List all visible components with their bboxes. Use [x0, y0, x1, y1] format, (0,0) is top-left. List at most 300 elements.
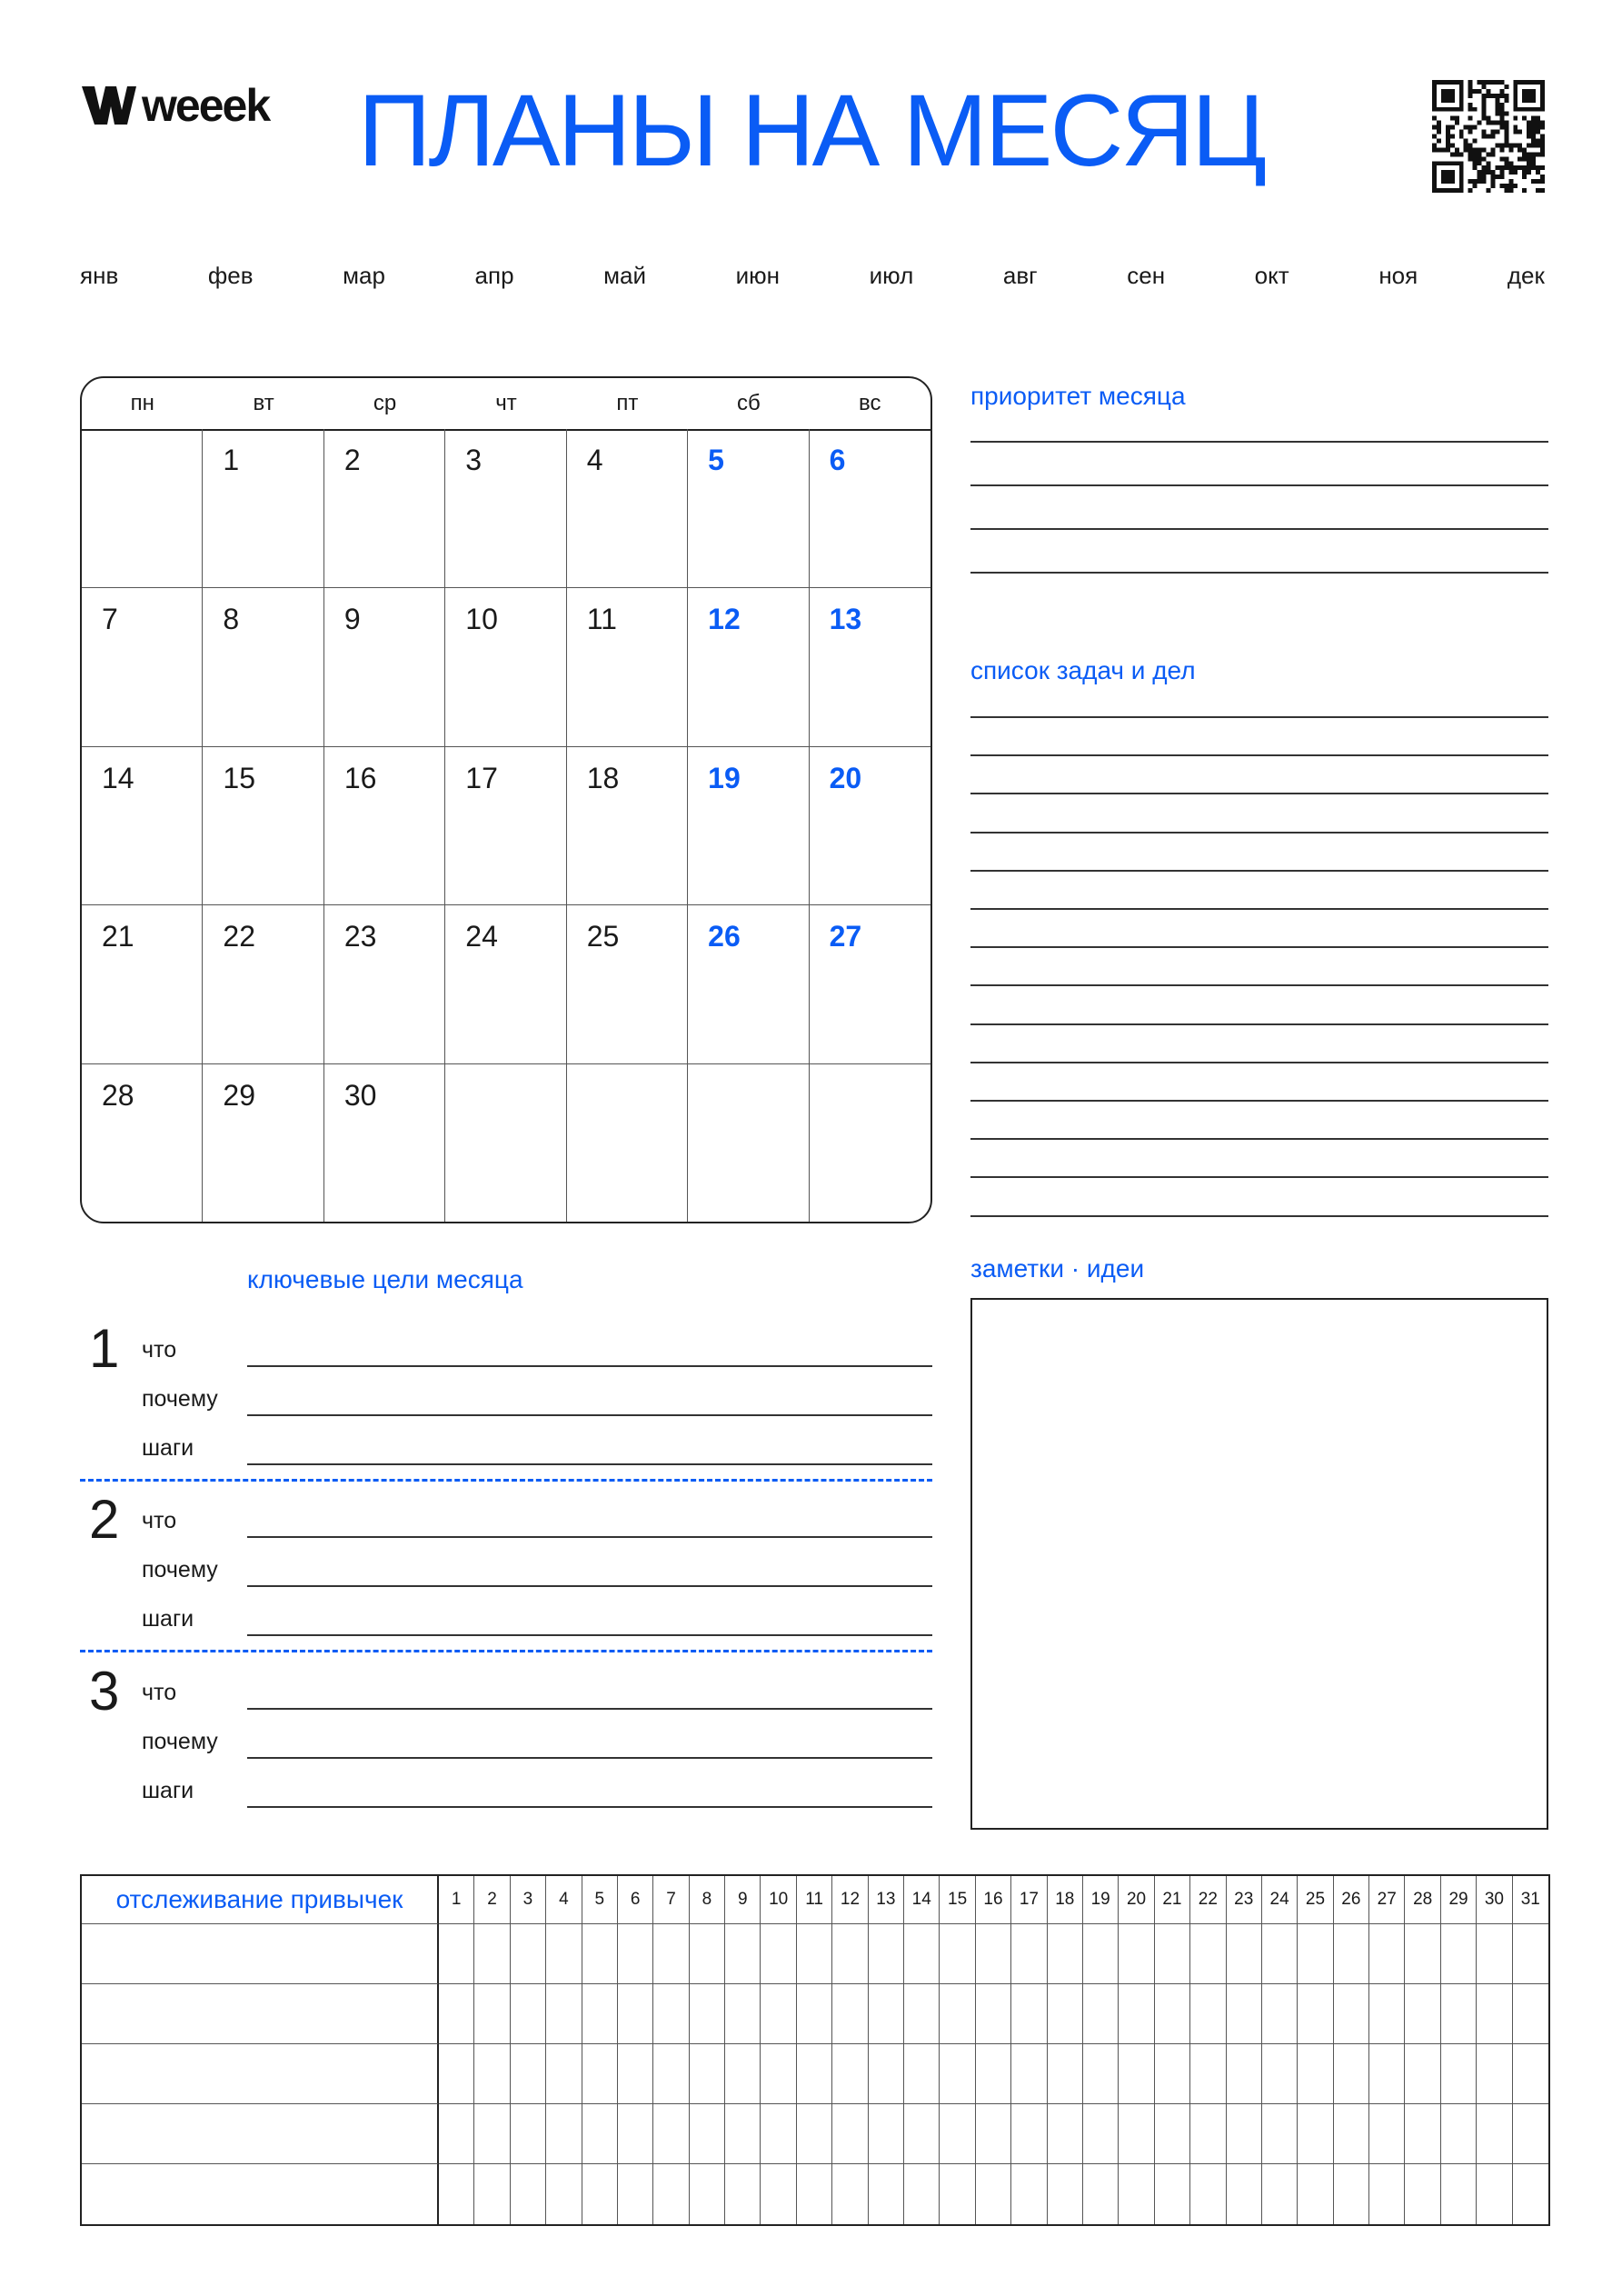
habit-day-header: 29 [1441, 1876, 1477, 1924]
brand-name: weeek [142, 80, 270, 131]
habit-check-cell[interactable] [725, 2044, 761, 2104]
habit-check-cell[interactable] [439, 2044, 474, 2104]
habit-day-header: 21 [1155, 1876, 1190, 1924]
habit-check-cell[interactable] [1334, 1984, 1369, 2044]
qr-code-icon [1432, 80, 1545, 193]
goal-field-label: шаги [142, 1606, 194, 1632]
habit-check-cell[interactable] [582, 1924, 618, 1984]
calendar-day[interactable]: 10 [445, 588, 566, 747]
task-line[interactable] [970, 754, 1548, 756]
calendar-day[interactable]: 2 [324, 429, 445, 588]
calendar-day[interactable]: 8 [203, 588, 323, 747]
habit-day-header: 2 [474, 1876, 510, 1924]
habit-check-cell[interactable] [1441, 1924, 1477, 1984]
habit-check-cell[interactable] [1334, 1924, 1369, 1984]
habit-check-cell[interactable] [474, 1924, 510, 1984]
habit-check-cell[interactable] [976, 2164, 1011, 2224]
habit-day-header: 12 [832, 1876, 868, 1924]
habit-check-cell[interactable] [690, 2164, 725, 2224]
habit-day-header: 13 [869, 1876, 904, 1924]
task-line[interactable] [970, 984, 1548, 986]
goal-field-label: почему [142, 1557, 218, 1582]
habit-check-cell[interactable] [546, 2104, 582, 2164]
calendar-day[interactable]: 4 [567, 429, 688, 588]
habit-check-cell[interactable] [940, 1924, 975, 1984]
calendar-day[interactable]: 24 [445, 905, 566, 1064]
habits-title: отслеживание привычек [82, 1876, 439, 1924]
task-line[interactable] [970, 1138, 1548, 1140]
weekday-header [82, 378, 930, 431]
habit-day-header: 20 [1119, 1876, 1154, 1924]
goal-field-label: шаги [142, 1778, 194, 1803]
goal-field-label: почему [142, 1386, 218, 1412]
habit-name-cell[interactable] [82, 2104, 439, 2164]
habit-check-cell[interactable] [1227, 2104, 1262, 2164]
calendar-day[interactable]: 21 [82, 905, 203, 1064]
habit-check-cell[interactable] [1083, 1984, 1119, 2044]
task-line[interactable] [970, 1176, 1548, 1178]
habit-day-header: 16 [976, 1876, 1011, 1924]
habit-check-cell[interactable] [761, 2104, 796, 2164]
goal-field-label: что [142, 1337, 177, 1363]
habit-check-cell[interactable] [653, 2104, 689, 2164]
habit-check-cell[interactable] [1011, 1924, 1047, 1984]
habit-check-cell[interactable] [546, 1984, 582, 2044]
calendar-day[interactable]: 30 [324, 1064, 445, 1223]
habit-day-header: 23 [1227, 1876, 1262, 1924]
weekday-label: пн [130, 391, 154, 415]
month-item[interactable]: июл [869, 262, 914, 289]
habit-check-cell[interactable] [797, 1984, 832, 2044]
habit-check-cell[interactable] [1190, 2164, 1226, 2224]
habit-check-cell[interactable] [1334, 2044, 1369, 2104]
calendar-day[interactable] [445, 1064, 566, 1223]
habit-check-cell[interactable] [1513, 1984, 1548, 2044]
habit-check-cell[interactable] [1011, 2164, 1047, 2224]
habit-day-header: 24 [1262, 1876, 1298, 1924]
habit-check-cell[interactable] [1262, 1984, 1298, 2044]
month-item[interactable]: авг [1002, 262, 1038, 289]
habit-check-cell[interactable] [976, 1924, 1011, 1984]
habit-check-cell[interactable] [869, 2164, 904, 2224]
habit-check-cell[interactable] [653, 2044, 689, 2104]
habit-check-cell[interactable] [1513, 1924, 1548, 1984]
habit-check-cell[interactable] [1048, 1924, 1083, 1984]
task-line[interactable] [970, 1062, 1548, 1063]
habit-check-cell[interactable] [725, 1924, 761, 1984]
calendar-day[interactable]: 20 [810, 747, 930, 906]
weekday-label: вс [859, 391, 881, 415]
task-line[interactable] [970, 1100, 1548, 1102]
habit-name-cell[interactable] [82, 1924, 439, 1984]
calendar-day[interactable] [82, 429, 203, 588]
habit-check-cell[interactable] [869, 1984, 904, 2044]
goal-field-line[interactable] [247, 1708, 932, 1710]
habit-day-header: 28 [1405, 1876, 1440, 1924]
habit-check-cell[interactable] [690, 1984, 725, 2044]
habit-check-cell[interactable] [618, 1924, 653, 1984]
habit-check-cell[interactable] [1048, 2104, 1083, 2164]
habit-check-cell[interactable] [1155, 2044, 1190, 2104]
habit-check-cell[interactable] [940, 2164, 975, 2224]
habit-check-cell[interactable] [1477, 2164, 1512, 2224]
goal-field-label: шаги [142, 1435, 194, 1461]
habit-check-cell[interactable] [1083, 2164, 1119, 2224]
habit-check-cell[interactable] [1513, 2104, 1548, 2164]
calendar-day[interactable]: 3 [445, 429, 566, 588]
habit-check-cell[interactable] [940, 1984, 975, 2044]
notes-area[interactable] [970, 1298, 1548, 1830]
habit-check-cell[interactable] [1155, 1984, 1190, 2044]
weekday-label: сб [736, 391, 761, 415]
habit-check-cell[interactable] [1477, 1984, 1512, 2044]
weekday-label: пт [616, 391, 639, 415]
habit-check-cell[interactable] [761, 1924, 796, 1984]
goal-divider [80, 1650, 932, 1652]
goal-number: 3 [89, 1661, 120, 1722]
habit-check-cell[interactable] [1262, 2044, 1298, 2104]
habit-check-cell[interactable] [439, 2104, 474, 2164]
habit-check-cell[interactable] [1155, 2104, 1190, 2164]
habit-check-cell[interactable] [690, 2104, 725, 2164]
month-item[interactable]: янв [80, 262, 119, 289]
goal-field-label: почему [142, 1729, 218, 1754]
habit-check-cell[interactable] [869, 2104, 904, 2164]
habit-check-cell[interactable] [725, 1984, 761, 2044]
habit-check-cell[interactable] [1190, 2104, 1226, 2164]
habit-check-cell[interactable] [1155, 2164, 1190, 2224]
habit-check-cell[interactable] [582, 2044, 618, 2104]
habit-day-header: 31 [1513, 1876, 1548, 1924]
habit-day-header: 19 [1083, 1876, 1119, 1924]
habit-check-cell[interactable] [546, 2044, 582, 2104]
habit-check-cell[interactable] [1441, 1984, 1477, 2044]
goal-field-line[interactable] [247, 1365, 932, 1367]
habit-check-cell[interactable] [1048, 2164, 1083, 2224]
habit-check-cell[interactable] [618, 2104, 653, 2164]
calendar-day[interactable]: 25 [567, 905, 688, 1064]
task-line[interactable] [970, 946, 1548, 948]
month-item[interactable]: сен [1127, 262, 1166, 289]
habit-check-cell[interactable] [1119, 2044, 1154, 2104]
habit-day-header: 3 [511, 1876, 546, 1924]
weekday-label: вт [253, 391, 274, 415]
habit-check-cell[interactable] [1227, 1924, 1262, 1984]
habit-check-cell[interactable] [546, 2164, 582, 2224]
habit-check-cell[interactable] [797, 2044, 832, 2104]
task-line[interactable] [970, 1215, 1548, 1217]
habit-check-cell[interactable] [1190, 1984, 1226, 2044]
calendar-day[interactable]: 26 [688, 905, 809, 1064]
habit-day-header: 4 [546, 1876, 582, 1924]
habit-check-cell[interactable] [1190, 1924, 1226, 1984]
habit-check-cell[interactable] [1334, 2164, 1369, 2224]
habit-check-cell[interactable] [1441, 2104, 1477, 2164]
habit-check-cell[interactable] [474, 1984, 510, 2044]
habit-day-header: 8 [690, 1876, 725, 1924]
habit-check-cell[interactable] [582, 2164, 618, 2224]
habit-check-cell[interactable] [1119, 2164, 1154, 2224]
calendar-day[interactable]: 23 [324, 905, 445, 1064]
habit-check-cell[interactable] [1119, 1984, 1154, 2044]
habit-check-cell[interactable] [1405, 2044, 1440, 2104]
habit-check-cell[interactable] [1369, 1924, 1405, 1984]
habit-check-cell[interactable] [1262, 2104, 1298, 2164]
habit-check-cell[interactable] [1083, 2044, 1119, 2104]
habit-check-cell[interactable] [1513, 2044, 1548, 2104]
goals-label: ключевые цели месяца [247, 1265, 523, 1293]
calendar-day[interactable]: 17 [445, 747, 566, 906]
task-line[interactable] [970, 1023, 1548, 1025]
calendar-day[interactable]: 14 [82, 747, 203, 906]
habit-check-cell[interactable] [653, 1924, 689, 1984]
task-line[interactable] [970, 870, 1548, 872]
habit-check-cell[interactable] [1298, 1924, 1333, 1984]
habit-check-cell[interactable] [1405, 1984, 1440, 2044]
habit-day-header: 6 [618, 1876, 653, 1924]
habit-check-cell[interactable] [474, 2164, 510, 2224]
month-item[interactable]: май [603, 262, 647, 289]
habit-check-cell[interactable] [1119, 2104, 1154, 2164]
habit-check-cell[interactable] [1477, 1924, 1512, 1984]
habit-check-cell[interactable] [1513, 2164, 1548, 2224]
calendar-day[interactable] [567, 1064, 688, 1223]
month-item[interactable]: апр [474, 262, 514, 289]
habit-check-cell[interactable] [1477, 2104, 1512, 2164]
habit-name-cell[interactable] [82, 1984, 439, 2044]
calendar-day[interactable]: 18 [567, 747, 688, 906]
goal-field-line[interactable] [247, 1634, 932, 1636]
calendar-day[interactable]: 12 [688, 588, 809, 747]
habit-check-cell[interactable] [653, 1984, 689, 2044]
habit-check-cell[interactable] [1262, 1924, 1298, 1984]
habit-day-header: 26 [1334, 1876, 1369, 1924]
task-line[interactable] [970, 832, 1548, 834]
calendar-day[interactable]: 11 [567, 588, 688, 747]
habit-name-cell[interactable] [82, 2044, 439, 2104]
task-line[interactable] [970, 716, 1548, 718]
calendar-day[interactable] [688, 1064, 809, 1223]
calendar-day[interactable]: 19 [688, 747, 809, 906]
habit-check-cell[interactable] [832, 2104, 868, 2164]
habit-check-cell[interactable] [832, 1924, 868, 1984]
habit-check-cell[interactable] [832, 1984, 868, 2044]
calendar-day[interactable]: 28 [82, 1064, 203, 1223]
habit-check-cell[interactable] [1477, 2044, 1512, 2104]
priority-line[interactable] [970, 441, 1548, 443]
calendar-day[interactable]: 9 [324, 588, 445, 747]
habit-check-cell[interactable] [618, 2044, 653, 2104]
habit-check-cell[interactable] [797, 2104, 832, 2164]
habit-check-cell[interactable] [690, 1924, 725, 1984]
habit-check-cell[interactable] [439, 1924, 474, 1984]
habit-check-cell[interactable] [1298, 2164, 1333, 2224]
habit-check-cell[interactable] [1441, 2164, 1477, 2224]
habit-check-cell[interactable] [1227, 1984, 1262, 2044]
habit-check-cell[interactable] [725, 2104, 761, 2164]
habit-tracker [80, 1874, 1550, 2226]
habit-check-cell[interactable] [1334, 2104, 1369, 2164]
habit-day-header: 15 [940, 1876, 975, 1924]
habit-check-cell[interactable] [1011, 1984, 1047, 2044]
priority-line[interactable] [970, 528, 1548, 530]
goal-field-line[interactable] [247, 1463, 932, 1465]
goal-field-line[interactable] [247, 1536, 932, 1538]
habit-check-cell[interactable] [582, 2104, 618, 2164]
habit-check-cell[interactable] [511, 2044, 546, 2104]
priority-label: приоритет месяца [970, 382, 1186, 410]
habit-check-cell[interactable] [1048, 2044, 1083, 2104]
habit-check-cell[interactable] [618, 1984, 653, 2044]
calendar-day[interactable]: 5 [688, 429, 809, 588]
habit-check-cell[interactable] [511, 1984, 546, 2044]
month-item[interactable]: мар [343, 262, 385, 289]
calendar-day[interactable]: 15 [203, 747, 323, 906]
habit-check-cell[interactable] [511, 2164, 546, 2224]
calendar-day[interactable]: 27 [810, 905, 930, 1064]
weekday-label: чт [495, 391, 517, 415]
calendar-day[interactable]: 22 [203, 905, 323, 1064]
habit-check-cell[interactable] [1011, 2044, 1047, 2104]
habit-check-cell[interactable] [1369, 2164, 1405, 2224]
habit-check-cell[interactable] [1262, 2164, 1298, 2224]
habit-check-cell[interactable] [904, 2164, 940, 2224]
calendar-day[interactable]: 7 [82, 588, 203, 747]
goal-divider [80, 1479, 932, 1482]
habit-day-header: 25 [1298, 1876, 1333, 1924]
habit-check-cell[interactable] [1298, 1984, 1333, 2044]
habit-check-cell[interactable] [904, 2104, 940, 2164]
month-item[interactable]: июн [735, 262, 781, 289]
habit-check-cell[interactable] [976, 2104, 1011, 2164]
habit-check-cell[interactable] [904, 2044, 940, 2104]
habit-check-cell[interactable] [904, 1924, 940, 1984]
page-title: ПЛАНЫ НА МЕСЯЦ [357, 74, 1265, 187]
month-item[interactable]: фев [207, 262, 254, 289]
month-item[interactable]: дек [1507, 262, 1545, 289]
month-calendar [80, 376, 932, 1223]
notes-label: заметки · идеи [970, 1254, 1145, 1283]
task-line[interactable] [970, 793, 1548, 794]
calendar-day[interactable]: 1 [203, 429, 323, 588]
habit-check-cell[interactable] [761, 2164, 796, 2224]
tasks-label: список задач и дел [970, 656, 1196, 684]
habit-check-cell[interactable] [904, 1984, 940, 2044]
habit-name-cell[interactable] [82, 2164, 439, 2224]
goal-field-label: что [142, 1680, 177, 1705]
habit-day-header: 17 [1011, 1876, 1047, 1924]
calendar-day[interactable]: 6 [810, 429, 930, 588]
habit-check-cell[interactable] [511, 1924, 546, 1984]
task-line[interactable] [970, 908, 1548, 910]
habit-check-cell[interactable] [1190, 2044, 1226, 2104]
habit-day-header: 10 [761, 1876, 796, 1924]
habit-check-cell[interactable] [546, 1924, 582, 1984]
habit-check-cell[interactable] [1119, 1924, 1154, 1984]
calendar-day[interactable]: 29 [203, 1064, 323, 1223]
habit-day-header: 14 [904, 1876, 940, 1924]
calendar-grid [82, 429, 930, 1223]
habit-check-cell[interactable] [1155, 1924, 1190, 1984]
habit-check-cell[interactable] [1405, 1924, 1440, 1984]
habit-check-cell[interactable] [869, 1924, 904, 1984]
habit-day-header: 9 [725, 1876, 761, 1924]
habit-check-cell[interactable] [474, 2104, 510, 2164]
habit-check-cell[interactable] [1298, 2104, 1333, 2164]
habit-check-cell[interactable] [474, 2044, 510, 2104]
habit-check-cell[interactable] [439, 1984, 474, 2044]
habit-check-cell[interactable] [1405, 2104, 1440, 2164]
habit-check-cell[interactable] [618, 2164, 653, 2224]
calendar-day[interactable]: 16 [324, 747, 445, 906]
habit-day-header: 22 [1190, 1876, 1226, 1924]
habit-check-cell[interactable] [725, 2164, 761, 2224]
habit-check-cell[interactable] [940, 2104, 975, 2164]
goal-number: 1 [89, 1318, 120, 1379]
habit-check-cell[interactable] [439, 2164, 474, 2224]
habit-check-cell[interactable] [869, 2044, 904, 2104]
goal-number: 2 [89, 1489, 120, 1550]
habit-check-cell[interactable] [1011, 2104, 1047, 2164]
habit-day-header: 1 [439, 1876, 474, 1924]
goal-field-line[interactable] [247, 1757, 932, 1759]
habit-check-cell[interactable] [797, 1924, 832, 1984]
habit-check-cell[interactable] [832, 2164, 868, 2224]
habit-day-header: 7 [653, 1876, 689, 1924]
habit-check-cell[interactable] [797, 2164, 832, 2224]
habit-check-cell[interactable] [976, 1984, 1011, 2044]
habit-day-header: 5 [582, 1876, 618, 1924]
month-selector [80, 262, 1545, 298]
habit-check-cell[interactable] [1298, 2044, 1333, 2104]
habit-check-cell[interactable] [1227, 2164, 1262, 2224]
habit-day-header: 18 [1048, 1876, 1083, 1924]
weekday-label: ср [373, 391, 397, 415]
habit-check-cell[interactable] [582, 1984, 618, 2044]
month-item[interactable]: окт [1254, 262, 1289, 289]
calendar-day[interactable]: 13 [810, 588, 930, 747]
habit-check-cell[interactable] [832, 2044, 868, 2104]
calendar-day[interactable] [810, 1064, 930, 1223]
priority-line[interactable] [970, 484, 1548, 486]
habit-check-cell[interactable] [1048, 1984, 1083, 2044]
habit-day-header: 11 [797, 1876, 832, 1924]
habit-check-cell[interactable] [976, 2044, 1011, 2104]
habit-check-cell[interactable] [1369, 2104, 1405, 2164]
habit-check-cell[interactable] [653, 2164, 689, 2224]
habit-check-cell[interactable] [690, 2044, 725, 2104]
habit-check-cell[interactable] [761, 2044, 796, 2104]
goal-field-line[interactable] [247, 1585, 932, 1587]
habit-check-cell[interactable] [940, 2044, 975, 2104]
priority-line[interactable] [970, 572, 1548, 574]
habit-check-cell[interactable] [1227, 2044, 1262, 2104]
habit-check-cell[interactable] [1083, 2104, 1119, 2164]
habit-check-cell[interactable] [1369, 1984, 1405, 2044]
month-item[interactable]: ноя [1378, 262, 1418, 289]
goal-field-line[interactable] [247, 1414, 932, 1416]
habit-check-cell[interactable] [1083, 1924, 1119, 1984]
habit-day-header: 27 [1369, 1876, 1405, 1924]
habit-check-cell[interactable] [1369, 2044, 1405, 2104]
habit-check-cell[interactable] [511, 2104, 546, 2164]
goal-field-line[interactable] [247, 1806, 932, 1808]
habit-day-header: 30 [1477, 1876, 1512, 1924]
habit-check-cell[interactable] [1441, 2044, 1477, 2104]
habit-check-cell[interactable] [761, 1984, 796, 2044]
goal-field-label: что [142, 1508, 177, 1533]
habit-check-cell[interactable] [1405, 2164, 1440, 2224]
